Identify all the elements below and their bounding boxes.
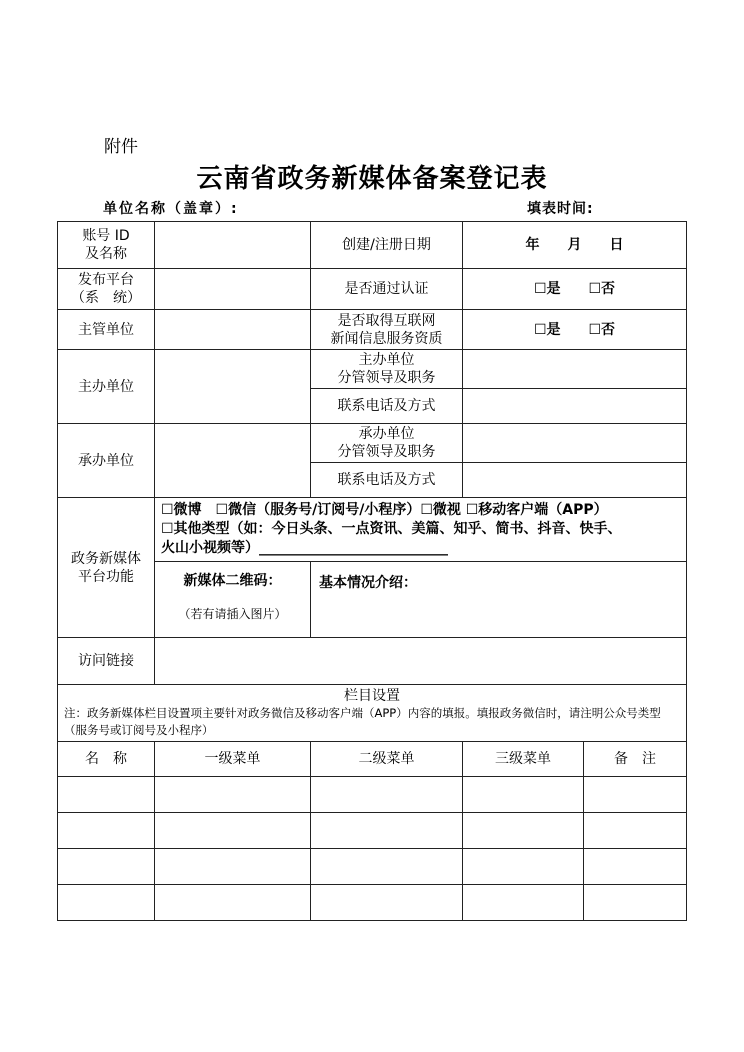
supervisor-label: 主管单位 <box>58 310 155 350</box>
fill-time-label: 填表时间: <box>527 201 594 217</box>
column-settings-cell <box>58 685 687 742</box>
function-label: 政务新媒体 平台功能 <box>58 498 155 638</box>
menu-cell[interactable] <box>463 885 584 921</box>
supervisor-input[interactable] <box>155 310 311 350</box>
menu-cell[interactable] <box>584 885 687 921</box>
menu-cell[interactable] <box>463 813 584 849</box>
license-no-checkbox[interactable]: ☐否 <box>588 321 616 338</box>
menu-cell[interactable] <box>58 849 155 885</box>
menu-cell[interactable] <box>311 813 463 849</box>
menu-row <box>58 885 687 921</box>
menu-header-cell: 二级菜单 <box>311 742 463 777</box>
platform-label: 发布平台 （系 统） <box>58 269 155 310</box>
menu-cell[interactable] <box>311 885 463 921</box>
undertaker-label: 承办单位 <box>58 424 155 498</box>
menu-cell[interactable] <box>584 777 687 813</box>
qr-code-cell[interactable] <box>155 562 311 638</box>
account-label: 账号 ID 及名称 <box>58 222 155 269</box>
attachment-label: 附件 <box>104 137 138 157</box>
menu-cell[interactable] <box>155 813 311 849</box>
column-settings-title: 栏目设置 <box>344 688 400 704</box>
platform-input[interactable] <box>155 269 311 310</box>
certified-label: 是否通过认证 <box>311 269 463 310</box>
menu-cell[interactable] <box>58 777 155 813</box>
create-date-input[interactable]: 年 月 日 <box>463 222 687 269</box>
host-input[interactable] <box>155 350 311 424</box>
form-title: 云南省政务新媒体备案登记表 <box>196 164 548 194</box>
menu-cell[interactable] <box>155 777 311 813</box>
menu-cell[interactable] <box>58 813 155 849</box>
registration-table <box>57 221 687 921</box>
undertaker-input[interactable] <box>155 424 311 498</box>
account-input[interactable] <box>155 222 311 269</box>
menu-cell[interactable] <box>463 777 584 813</box>
host-contact-input[interactable] <box>463 389 687 424</box>
license-label: 是否取得互联网 新闻信息服务资质 <box>311 310 463 350</box>
host-leader-input[interactable] <box>463 350 687 389</box>
certified-no-checkbox[interactable]: ☐否 <box>588 281 616 297</box>
menu-cell[interactable] <box>311 849 463 885</box>
undertaker-contact-label: 联系电话及方式 <box>311 463 463 498</box>
column-settings-note: 注：政务新媒体栏目设置项主要针对政务微信及移动客户端（APP）内容的填报。填报政务微信时，请注明公众号类型（服务号或订阅号及小程序） <box>64 706 661 737</box>
undertaker-leader-label: 承办单位 分管领导及职务 <box>311 424 463 463</box>
menu-header-cell: 一级菜单 <box>155 742 311 777</box>
function-options[interactable]: ☐微博 ☐微信（服务号/订阅号/小程序）☐微视 ☐移动客户端（APP） ☐其他类型（如：今日头条、一点资讯、美篇、知乎、简书、抖音、快手、 火山小视频等）___________________________ <box>155 498 687 562</box>
license-yes-checkbox[interactable]: ☐是 <box>533 321 561 338</box>
menu-cell[interactable] <box>311 777 463 813</box>
intro-cell[interactable] <box>311 562 687 638</box>
host-label: 主办单位 <box>58 350 155 424</box>
menu-cell[interactable] <box>463 849 584 885</box>
menu-row <box>58 777 687 813</box>
menu-row <box>58 813 687 849</box>
host-contact-label: 联系电话及方式 <box>311 389 463 424</box>
host-leader-label: 主办单位 分管领导及职务 <box>311 350 463 389</box>
undertaker-contact-input[interactable] <box>463 463 687 498</box>
menu-cell[interactable] <box>155 849 311 885</box>
menu-cell[interactable] <box>58 885 155 921</box>
intro-label: 基本情况介绍： <box>319 575 417 591</box>
menu-cell[interactable] <box>584 813 687 849</box>
menu-row <box>58 849 687 885</box>
menu-header-cell: 名 称 <box>58 742 155 777</box>
link-input[interactable] <box>155 638 687 685</box>
menu-cell[interactable] <box>155 885 311 921</box>
link-label: 访问链接 <box>58 638 155 685</box>
create-date-label: 创建/注册日期 <box>311 222 463 269</box>
menu-cell[interactable] <box>584 849 687 885</box>
qr-label: 新媒体二维码： <box>183 573 282 589</box>
certified-yes-checkbox[interactable]: ☐是 <box>533 281 561 297</box>
menu-header-cell: 备 注 <box>584 742 687 777</box>
menu-header-cell: 三级菜单 <box>463 742 584 777</box>
menu-header-row <box>58 742 687 777</box>
undertaker-leader-input[interactable] <box>463 424 687 463</box>
unit-name-label: 单位名称（盖章）: <box>103 201 239 217</box>
qr-hint: （若有请插入图片） <box>178 607 287 621</box>
